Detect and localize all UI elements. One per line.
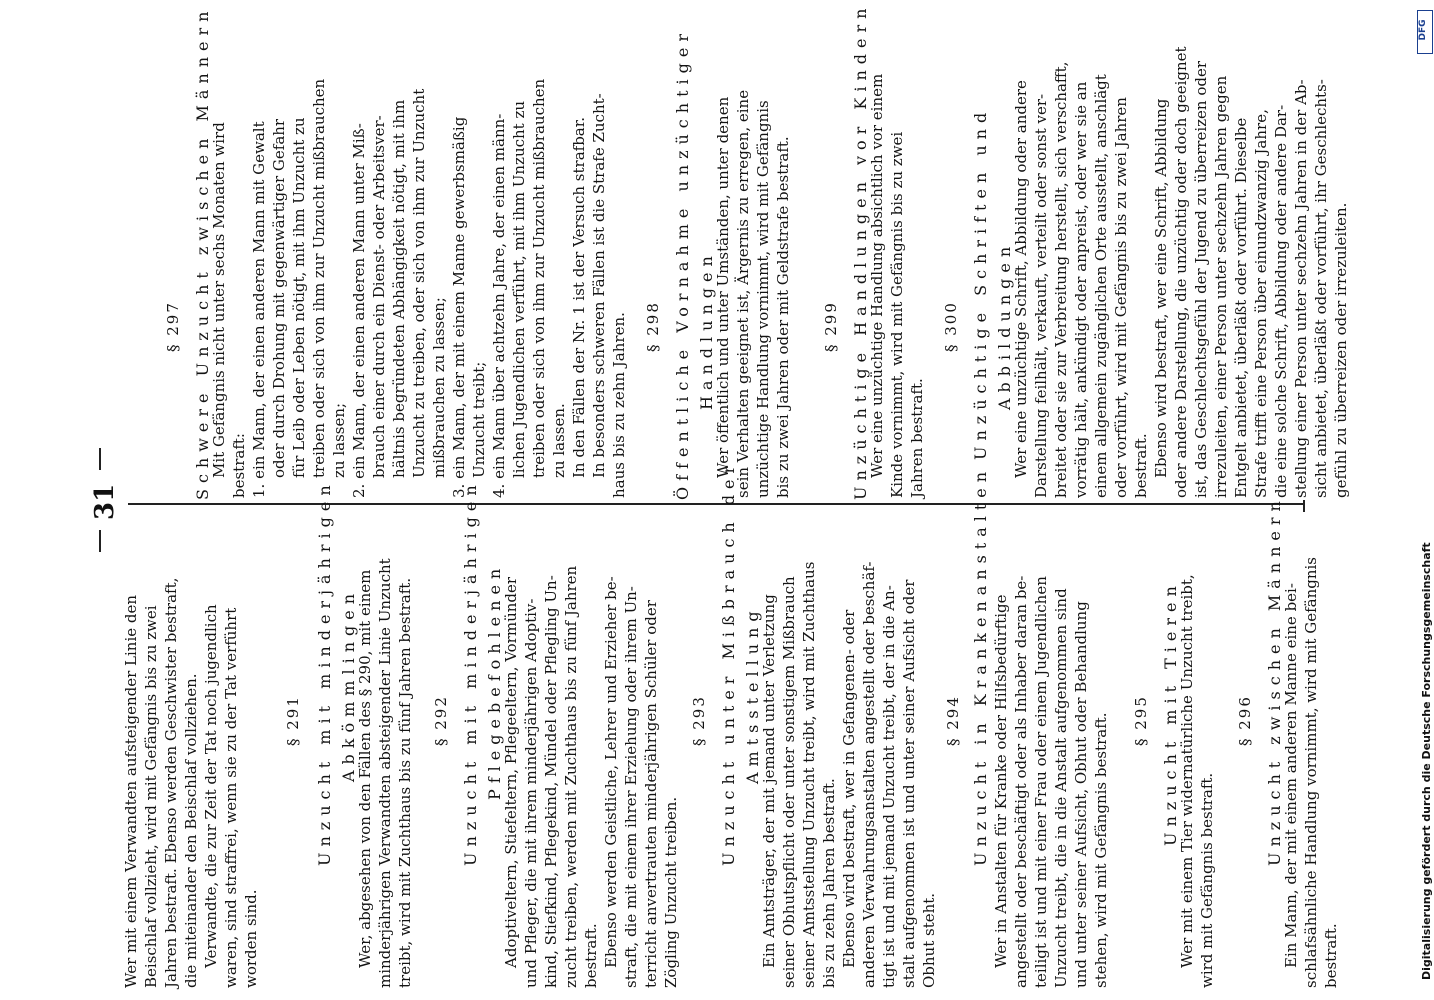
- dfg-logo-text: DFG: [1418, 19, 1428, 41]
- text-line: Ebenso wird bestraft, wer eine Schrift, Abbildung: [1152, 98, 1170, 478]
- text-line: Obhut steht.: [920, 892, 938, 988]
- text-line: seiner Amtsstellung Unzucht treibt, wird mit Zuchthaus: [800, 561, 818, 988]
- section-number: § 297: [164, 301, 182, 352]
- text-line: In den Fällen der Nr. 1 ist der Versuch strafbar.: [570, 116, 588, 478]
- text-line: waren, sind straffrei, wenn sie zu der Tat verführt: [222, 607, 240, 988]
- section-heading: Schwere Unzucht zwischen Männern: [193, 5, 212, 500]
- section-heading: Abkömmlingen: [339, 587, 358, 782]
- text-line: oder andere Darstellung, die unzüchtig oder doch geeignet: [1172, 46, 1190, 498]
- text-line: 2. ein Mann, der einen anderen Mann unter Miß-: [350, 123, 368, 498]
- text-line: Wer mit einem Verwandten aufsteigender Linie den: [122, 594, 140, 988]
- text-line: teiligt ist und mit einer Frau oder einem Jugendlichen: [1032, 576, 1050, 988]
- text-line: gefühl zu überreizen oder irrezuleiten.: [1332, 202, 1350, 498]
- section-heading: Unzucht mit minderjährigen: [315, 479, 334, 866]
- text-line: bestraft.: [1322, 923, 1340, 988]
- text-line: treiben oder sich von ihm zur Unzucht mißbrauchen: [530, 78, 548, 478]
- text-line: Verwandte, die zur Zeit der Tat noch jugendlich: [202, 604, 220, 968]
- text-line: Entgelt anbietet, überläßt oder vorführt. Dieselbe: [1232, 117, 1250, 498]
- section-number: § 295: [1132, 695, 1150, 746]
- text-line: 4. ein Mann über achtzehn Jahre, der einen männ-: [490, 113, 508, 498]
- text-line: ist, das Geschlechtsgefühl der Jugend zu überreizen oder: [1192, 60, 1210, 498]
- section-number: § 298: [644, 301, 662, 352]
- text-line: stellung einer Person unter sechzehn Jahren in der Ab-: [1292, 79, 1310, 498]
- section-heading: Amtsstellung: [743, 605, 762, 784]
- text-line: seiner Obhutspflicht oder unter sonstigem Mißbrauch: [780, 576, 798, 988]
- text-line: mißbrauchen zu lassen;: [430, 297, 448, 478]
- section-heading: Unzucht zwischen Männern: [1265, 495, 1284, 866]
- text-line: worden sind.: [242, 889, 260, 988]
- section-heading: Pflegebefohlenen: [485, 562, 504, 800]
- dfg-logo: [1417, 10, 1433, 54]
- section-heading: Unzucht unter Mißbrauch der: [719, 459, 738, 866]
- text-line: vorrätig hält, ankündigt oder anpreist, oder wer sie an: [1072, 81, 1090, 498]
- text-line: Jahren bestraft.: [908, 378, 926, 498]
- text-line: minderjährigen Verwandten absteigender Linie Unzucht: [376, 558, 394, 988]
- text-line: Ein Amtsträger, der mit jemand unter Verletzung: [760, 594, 778, 968]
- section-heading: Abbildungen: [995, 240, 1014, 410]
- text-line: In besonders schweren Fällen ist die Strafe Zucht-: [590, 93, 608, 478]
- text-line: zu lassen.: [550, 403, 568, 478]
- text-line: Zögling Unzucht treiben.: [662, 796, 680, 988]
- text-line: Adoptiveltern, Stiefeltern, Pflegeeltern, Vormünder: [502, 576, 520, 968]
- digitization-credit: Digitalisierung gefördert durch die Deutsche Forschungsgemeinschaft: [1420, 542, 1433, 980]
- section-number: § 294: [944, 695, 962, 746]
- text-line: Wer öffentlich und unter Umständen, unter denen: [714, 96, 732, 478]
- section-number: § 299: [822, 301, 840, 352]
- text-line: irrezuleiten, einer Person unter sechzehn Jahren gegen: [1212, 75, 1230, 498]
- column-separator: [128, 503, 1303, 505]
- text-line: Unzucht treibt, die in die Anstalt aufgenommen sind: [1052, 588, 1070, 988]
- section-heading: Unzüchtige Handlungen vor Kindern: [851, 2, 870, 500]
- text-line: Beischlaf vollzieht, wird mit Gefängnis bis zu zwei: [142, 605, 160, 988]
- text-line: die eine solche Schrift, Abbildung oder andere Dar-: [1272, 104, 1290, 498]
- text-line: kind, Stiefkind, Pflegekind, Mündel oder Pflegling Un-: [542, 575, 560, 988]
- text-line: einem allgemein zugänglichen Orte ausstellt, anschlägt: [1092, 74, 1110, 498]
- text-line: Mit Gefängnis nicht unter sechs Monaten wird: [210, 122, 228, 478]
- section-number: § 293: [690, 695, 708, 746]
- page-header-dash-top: [99, 448, 101, 470]
- text-line: Darstellung feilhält, verkauft, verteilt oder sonst ver-: [1032, 93, 1050, 498]
- text-line: Ebenso wird bestraft, wer in Gefangenen- oder: [840, 609, 858, 968]
- section-heading: Unzucht in Krankenanstalten: [971, 465, 990, 866]
- section-number: § 300: [942, 301, 960, 352]
- text-line: wird mit Gefängnis bestraft.: [1198, 772, 1216, 988]
- text-line: Jahren bestraft. Ebenso werden Geschwister bestraft,: [162, 577, 180, 988]
- text-line: Unzucht zu treiben, oder sich von ihm zur Unzucht: [410, 88, 428, 478]
- text-line: stalt aufgenommen ist und unter seiner Aufsicht oder: [900, 579, 918, 988]
- section-number: § 296: [1236, 695, 1254, 746]
- section-heading: Öffentliche Vornahme unzüchtiger: [673, 28, 692, 500]
- text-line: stehen, wird mit Gefängnis bestraft.: [1092, 712, 1110, 988]
- text-line: tigt ist und mit jemand Unzucht treibt, der in die An-: [880, 585, 898, 988]
- text-line: anderen Verwahrungsanstalten angestellt oder beschäf-: [860, 561, 878, 988]
- text-line: Strafe trifft eine Person über einundzwanzig Jahre,: [1252, 109, 1270, 498]
- text-line: für Leib oder Leben nötigt, mit ihm Unzucht zu: [290, 117, 308, 478]
- text-line: zucht treiben, werden mit Zuchthaus bis zu fünf Jahren: [562, 565, 580, 988]
- text-line: 1. ein Mann, der einen anderen Mann mit Gewalt: [250, 121, 268, 498]
- text-line: Ebenso werden Geistliche, Lehrer und Erzieher be-: [602, 576, 620, 968]
- section-heading: Unzucht mit minderjährigen: [461, 479, 480, 866]
- text-line: breitet oder sie zur Verbreitung herstellt, sich verschafft,: [1052, 61, 1070, 498]
- text-line: hältnis begründeten Abhängigkeit nötigt, mit ihm: [390, 99, 408, 478]
- text-line: treibt, wird mit Zuchthaus bis zu fünf Jahren bestraft.: [396, 577, 414, 988]
- text-line: zu lassen;: [330, 402, 348, 478]
- text-line: Kinde vornimmt, wird mit Gefängnis bis zu zwei: [888, 131, 906, 498]
- text-line: unzüchtige Handlung vornimmt, wird mit Gefängnis: [754, 100, 772, 498]
- text-line: Wer, abgesehen von den Fällen des § 290, mit einem: [356, 569, 374, 968]
- text-line: oder durch Drohung mit gegenwärtiger Gefahr: [270, 118, 288, 478]
- text-line: terricht anvertrauten minderjährigen Schüler oder: [642, 600, 660, 988]
- text-line: Wer in Anstalten für Kranke oder Hilfsbedürftige: [992, 594, 1010, 968]
- section-heading: Unzucht mit Tieren: [1161, 580, 1180, 846]
- text-line: angestellt oder beschäftigt oder als Inhaber daran be-: [1012, 575, 1030, 988]
- right-margin-rule: [1303, 500, 1305, 512]
- text-line: Ein Mann, der mit einem anderen Manne eine bei-: [1282, 583, 1300, 968]
- text-line: treiben oder sich von ihm zur Unzucht mißbrauchen: [310, 78, 328, 478]
- text-line: Unzucht treibt;: [470, 361, 488, 478]
- section-heading: Handlungen: [697, 250, 716, 410]
- text-line: und Pfleger, die mit ihrem minderjährigen Adoptiv-: [522, 598, 540, 988]
- text-line: bis zu zwei Jahren oder mit Geldstrafe bestraft.: [774, 136, 792, 498]
- section-heading: Unzüchtige Schriften und: [971, 106, 990, 460]
- section-number: § 292: [432, 695, 450, 746]
- text-line: bestraft.: [1132, 433, 1150, 498]
- text-line: oder vorführt, wird mit Gefängnis bis zu zwei Jahren: [1112, 97, 1130, 498]
- text-line: sicht anbietet, überläßt oder vorführt, ihr Geschlechts-: [1312, 79, 1330, 498]
- text-line: Wer eine unzüchtige Schrift, Abbildung oder andere: [1012, 80, 1030, 478]
- text-line: sein Verhalten geeignet ist, Ärgernis zu erregen, eine: [734, 89, 752, 498]
- text-line: lichen Jugendlichen verführt, mit ihm Unzucht zu: [510, 100, 528, 478]
- text-line: bestraft.: [582, 923, 600, 988]
- text-line: bis zu zehn Jahren bestraft.: [820, 778, 838, 988]
- text-line: schlafsähnliche Handlung vornimmt, wird mit Gefängnis: [1302, 556, 1320, 988]
- text-line: haus bis zu zehn Jahren.: [610, 312, 628, 498]
- page-number: 31: [90, 483, 120, 520]
- text-line: brauch einer durch ein Dienst- oder Arbeitsver-: [370, 115, 388, 478]
- section-number: § 291: [284, 695, 302, 746]
- text-line: bestraft:: [230, 433, 248, 498]
- text-line: Wer eine unzüchtige Handlung absichtlich vor einem: [868, 73, 886, 478]
- page-header-dash-bottom: [99, 530, 101, 552]
- text-line: 3. ein Mann, der mit einem Manne gewerbsmäßig: [450, 116, 468, 498]
- text-line: die miteinander den Beischlaf vollziehen.: [182, 673, 200, 988]
- text-line: und unter seiner Aufsicht, Obhut oder Behandlung: [1072, 601, 1090, 988]
- text-line: straft, die mit einem ihrer Erziehung oder ihrem Un-: [622, 586, 640, 988]
- text-line: Wer mit einem Tier widernatürliche Unzucht treibt,: [1178, 574, 1196, 968]
